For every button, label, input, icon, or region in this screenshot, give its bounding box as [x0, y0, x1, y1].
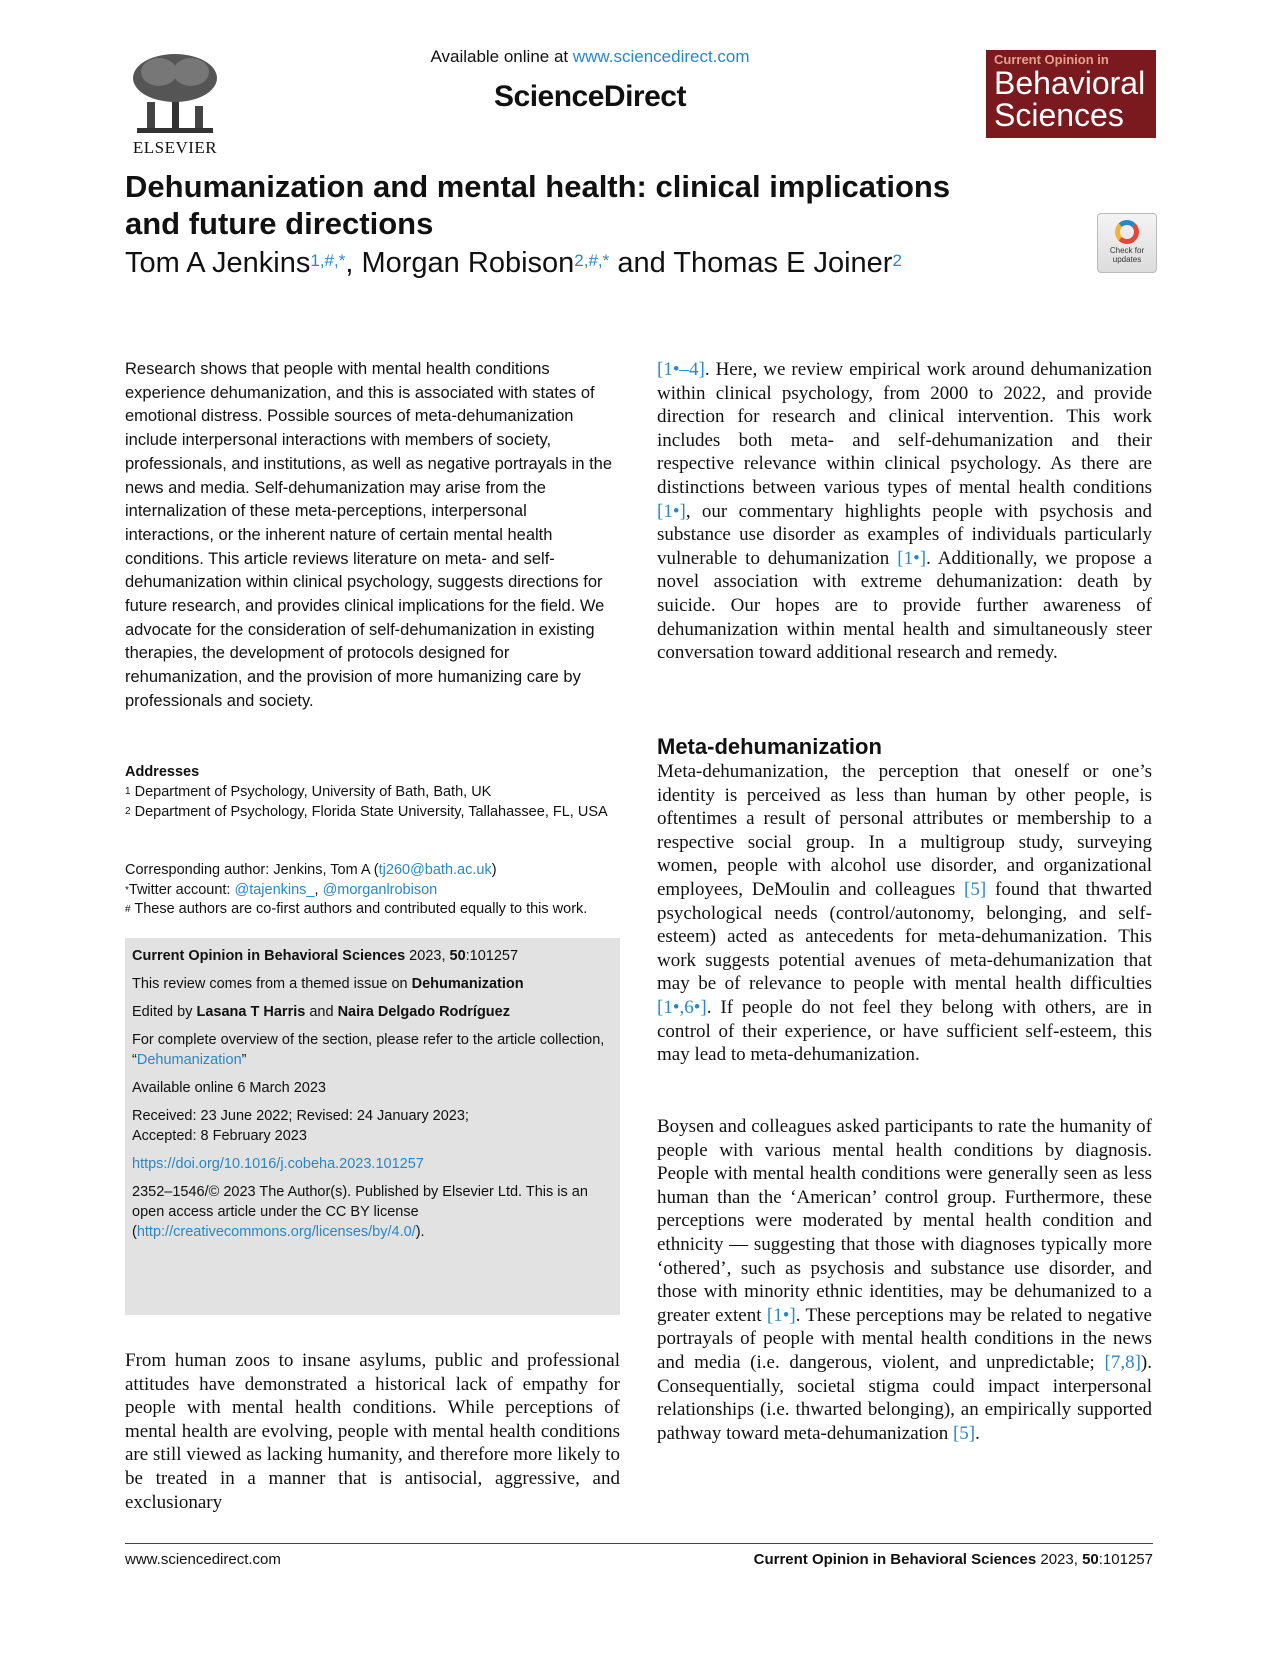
twitter-label: Twitter account: — [128, 881, 235, 898]
journal-badge — [986, 50, 1156, 138]
available-online-line — [400, 47, 780, 67]
license-suffix: ). — [415, 1224, 425, 1240]
citation-link[interactable]: [1•] — [766, 1304, 796, 1326]
footer-volume: 50 — [1082, 1551, 1099, 1568]
email-link[interactable]: tj260@bath.ac.uk — [378, 862, 492, 878]
correspondence — [125, 861, 620, 920]
author-name: Tom A Jenkins — [125, 247, 311, 279]
sciencedirect-link[interactable]: www.sciencedirect.com — [572, 47, 750, 66]
doi-link[interactable]: https://doi.org/10.1016/j.cobeha.2023.101257 — [132, 1156, 424, 1172]
overview-prefix: For complete overview of the section, please refer to the article collection, “ — [132, 1032, 605, 1068]
footer-article: :101257 — [1098, 1551, 1153, 1568]
body-paragraph — [657, 1115, 1152, 1445]
sciencedirect-brand: ScienceDirect — [494, 80, 686, 113]
journal-badge-line2: Sciences — [994, 97, 1124, 133]
citation-link[interactable]: [5] — [952, 1422, 976, 1444]
crossmark-label-1: Check for — [1109, 246, 1145, 255]
elsevier-tree-icon — [129, 50, 221, 136]
citation-link[interactable]: [1•] — [897, 547, 927, 569]
corresponding-prefix: Corresponding author: Jenkins, Tom A ( — [125, 862, 379, 878]
address-text: Department of Psychology, University of Bath, Bath, UK — [134, 784, 492, 800]
citation-link[interactable]: [5] — [964, 878, 987, 900]
author-name: Thomas E Joiner — [673, 247, 893, 279]
license-link[interactable]: http://creativecommons.org/licenses/by/4.0/ — [136, 1224, 416, 1240]
editor-name: Naira Delgado Rodríguez — [337, 1004, 510, 1020]
address-mark: 1 — [125, 786, 131, 797]
collection-link[interactable]: Dehumanization — [136, 1052, 242, 1068]
check-for-updates-button[interactable] — [1097, 213, 1157, 273]
themed-issue — [132, 974, 614, 994]
twitter-accounts — [125, 881, 620, 901]
editors — [132, 1002, 614, 1022]
address-mark: 2 — [125, 806, 131, 817]
license-statement — [132, 1182, 614, 1242]
paragraph-text: found that thwarted psychological needs (control/autonomy, belonging, and self-esteem) acted as antecedents for meta-dehumanization. This work suggests potential avenues of meta-dehumanization that may be of relevance to people with mental health difficulties — [657, 878, 1152, 995]
accepted-date: Accepted: 8 February 2023 — [132, 1128, 307, 1144]
cofirst-mark: # — [125, 904, 131, 915]
received-revised: Received: 23 June 2022; Revised: 24 January 2023; — [132, 1108, 469, 1124]
addresses-heading: Addresses — [125, 764, 200, 780]
edited-prefix: Edited by — [132, 1004, 197, 1020]
twitter-link[interactable]: @tajenkins_ — [234, 881, 315, 898]
elsevier-logo — [125, 50, 225, 158]
section-heading: Meta-dehumanization — [657, 734, 882, 759]
footer-journal: Current Opinion in Behavioral Sciences — [753, 1551, 1037, 1568]
paragraph-text: . These perceptions may be related to negative portrayals of people with mental health conditions in the news and media (i.e. dangerous, violent, and unpredictable; — [657, 1304, 1152, 1373]
paragraph-text: . If people do not feel they belong with others, are in control of their experience, or have sufficient self-esteem, this may lead to meta-dehumanization. — [657, 996, 1152, 1066]
citation-link[interactable]: [7,8] — [1104, 1351, 1141, 1373]
author-name: Morgan Robison — [361, 247, 575, 279]
co-first-note — [125, 900, 620, 920]
citation-volume: 50 — [449, 948, 466, 964]
citation-article: :101257 — [465, 948, 519, 964]
overview-suffix: ” — [241, 1052, 247, 1068]
twitter-separator: , — [314, 881, 323, 898]
journal-badge-top: Current Opinion in — [994, 52, 1109, 67]
footer-citation — [754, 1551, 1153, 1568]
footer-year: 2023, — [1036, 1551, 1083, 1568]
journal-badge-line1: Behavioral — [994, 65, 1146, 101]
history-dates — [132, 1106, 614, 1146]
paragraph-text: Boysen and colleagues asked participants to rate the humanity of people with various mental health conditions by diagnosis. People with mental health conditions were generally seen as less human than the ‘American’ control group. Furthermore, these perceptions were moderated by mental health condition and ethnicity — suggesting that those with diagnoses typically more ‘othered’, such as psychosis and substance use disorder, and those with minority ethnic identities, may be dehumanized to a greater extent — [657, 1116, 1152, 1326]
paragraph-text: , our commentary highlights people with psychosis and substance use disorder as examples of individuals particularly vulnerable to dehumanization — [657, 500, 1152, 569]
paragraph-text: . Here, we review empirical work around dehumanization within clinical psychology, from 2000 to 2022, and provide direction for research and clinical intervention. This work includes both meta- and self-dehumanization and their respective relevance within clinical psychology. As there are distinctions between various types of mental health conditions — [657, 359, 1152, 498]
body-paragraph — [657, 358, 1152, 665]
abstract: Research shows that people with mental health conditions experience dehumanization, and this is associated with states of emotional distress. Possible sources of meta-dehumanization include interpersonal interactions with members of society, professionals, and institutions, as well as negative portrayals in the news and media. Self-dehumanization may arise from the internalization of these meta-perceptions, interpersonal interactions, or the inherent nature of certain mental health conditions. This article reviews literature on meta- and self-dehumanization within clinical psychology, suggests directions for future research, and provides clinical implications for the field. We advocate for the consideration of self-dehumanization in existing therapies, the development of protocols designed for rehumanization, and the provision of more humanizing care by professionals and society. — [125, 360, 613, 710]
citation-line — [132, 946, 614, 966]
address-text: Department of Psychology, Florida State University, Tallahassee, FL, USA — [134, 804, 608, 820]
citation-year: 2023, — [405, 948, 450, 964]
address-item — [125, 782, 620, 802]
citation-link[interactable]: [1•–4] — [657, 359, 705, 380]
doi-line — [132, 1154, 614, 1174]
title-line-2: and future directions — [125, 206, 434, 241]
article-info-box — [125, 938, 620, 1315]
footer-website[interactable]: www.sciencedirect.com — [125, 1551, 281, 1568]
collection-overview — [132, 1030, 614, 1070]
twitter-link[interactable]: @morganlrobison — [322, 881, 438, 898]
journal-name: Current Opinion in Behavioral Sciences — [132, 948, 406, 964]
editor-separator: and — [305, 1004, 338, 1020]
twitter-mark: * — [125, 884, 129, 896]
editor-name: Lasana T Harris — [196, 1004, 306, 1020]
theme-name: Dehumanization — [411, 976, 524, 992]
corresponding-suffix: ) — [491, 862, 497, 878]
addresses — [125, 762, 620, 822]
title-line-1: Dehumanization and mental health: clinical implications — [125, 169, 951, 204]
body-paragraph — [657, 760, 1152, 1067]
available-prefix: Available online at — [430, 47, 573, 66]
footer-divider — [125, 1543, 1153, 1544]
author-marks[interactable]: 2 — [892, 251, 902, 270]
corresponding-author — [125, 861, 620, 881]
theme-prefix: This review comes from a themed issue on — [132, 976, 412, 992]
paragraph-text: Meta-dehumanization, the perception that oneself or one’s identity is perceived as less than human by other people, is oftentimes a result of personal attributes or membership to a respective social group. In a multigroup study, surveying women, people with alcohol use disorder, and organizational employees, DeMoulin and colleagues — [657, 761, 1152, 900]
address-item — [125, 802, 620, 822]
license-prefix: 2352–1546/© 2023 The Author(s). Published by Elsevier Ltd. This is an open access article under the CC BY license ( — [132, 1184, 588, 1240]
crossmark-label-2: updates — [1112, 255, 1142, 264]
cofirst-text: These authors are co-first authors and contributed equally to this work. — [134, 901, 588, 917]
citation-link[interactable]: [1•] — [657, 500, 686, 522]
available-online-date: Available online 6 March 2023 — [132, 1080, 327, 1096]
crossmark-icon — [1115, 220, 1139, 244]
author-list — [125, 245, 1025, 281]
author-marks[interactable]: 1,#,* — [310, 251, 346, 270]
author-separator: and — [609, 247, 674, 279]
author-marks[interactable]: 2,#,* — [574, 251, 610, 270]
paragraph-text: ). Consequentially, societal stigma could impact interpersonal relationships (i.e. thwarted belonging), an empirically supported pathway toward meta-dehumanization — [657, 1351, 1152, 1444]
citation-link[interactable]: [1•,6•] — [657, 996, 707, 1018]
paragraph-text: . — [975, 1422, 980, 1444]
elsevier-wordmark: ELSEVIER — [132, 138, 218, 157]
intro-paragraph: From human zoos to insane asylums, public and professional attitudes have demonstrated a historical lack of empathy for people with mental health conditions. While perceptions of mental health are evolving, people with mental health conditions are still viewed as lacking humanity, and therefore more likely to be treated in a manner that is antisocial, aggressive, and exclusionary — [125, 1350, 620, 1513]
paragraph-text: . Additionally, we propose a novel association with extreme dehumanization: death by suicide. Our hopes are to provide further awareness of dehumanization within mental health and simultaneously steer conversation toward additional research and remedy. — [657, 547, 1153, 664]
author-separator: , — [345, 247, 362, 279]
article-title — [125, 168, 1025, 242]
